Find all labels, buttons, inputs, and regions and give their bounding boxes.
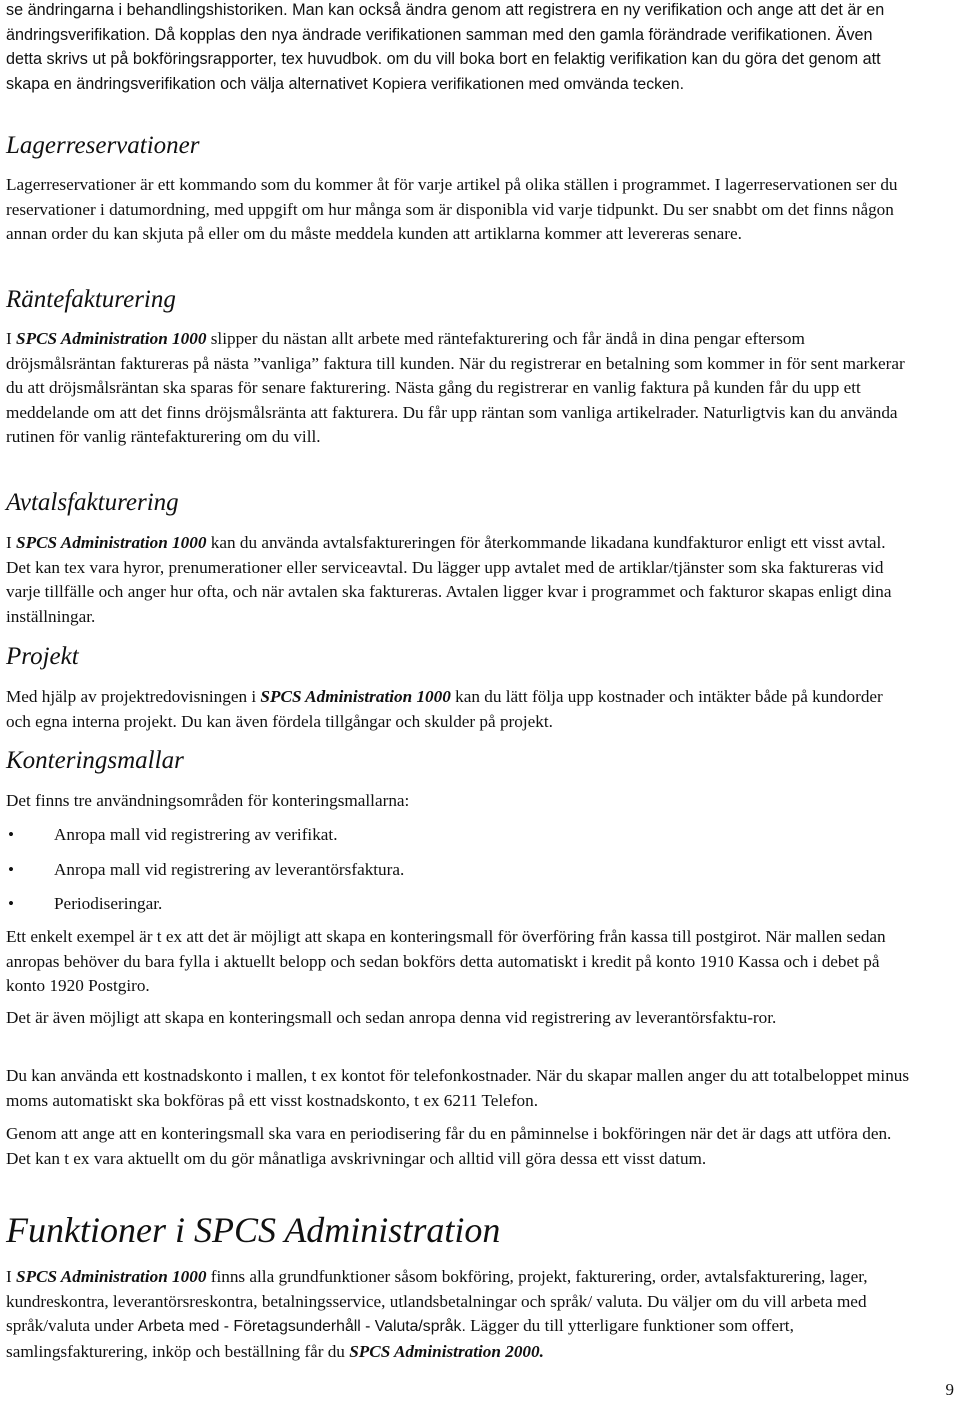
avtal-pre: I [6,533,17,552]
kontering-paragraph-1: Ett enkelt exempel är t ex att det är möjligt att skapa en konteringsmall för överföring från kassa till postgirot. När mallen sedan anropas behöver du bara fylla i aktuellt belopp och sedan bokförs detta automatiskt i kredit på konto 1910 Kassa och i debet på konto 1920 Postgiro. [6,927,886,995]
funktioner-text-2: Lägger du till ytterligare funktioner som offert, samlingsfakturering, inköp och beställning får du [6,1316,794,1361]
list-item [6,823,910,848]
page-title-funktioner: Funktioner i SPCS Administration [6,1210,501,1250]
list-item-text: Anropa mall vid registrering av verifikat. [54,825,338,844]
product-name: SPCS Administration 1000 [16,329,207,348]
rante-paragraph [6,327,910,450]
intro-text: se ändringarna i behandlingshistoriken. Man kan också ändra genom att registrera en ny verifikation och ange att det är en ändringsverifikation. Då kopplas den nya ändrade verifikationen samman med den gamla förändrade verifikationen. Även detta skrivs ut på bokföringsrapporter, tex huvudbok. [6,1,885,68]
product-name: SPCS Administration 1000 [16,1267,207,1286]
kontering-intro: Det finns tre användningsområden för konteringsmallarna: [6,791,410,810]
section-heading-avtalsfakturering: Avtalsfakturering [6,489,179,516]
list-item-text: Periodiseringar. [54,894,163,913]
list-item-text: Anropa mall vid registrering av leverantörsfaktura. [54,859,405,879]
section-heading-lagerreservationer: Lagerreservationer [6,132,200,159]
funktioner-pre: I [6,1267,17,1286]
funktioner-text: finns alla grundfunktioner såsom bokföring, projekt, fakturering, order, avtalsfakturering, lager, kundreskontra, leverantörsreskontra, betalningsservice, utlandsbetalningar och språk/ valuta. Du väljer om du vill arbeta med språk/valuta under [6,1267,868,1335]
page-number: 9 [945,1380,954,1399]
kontering-bullet-list [6,823,910,917]
section-heading-projekt: Projekt [6,643,79,670]
section-heading-konteringsmallar: Konteringsmallar [6,747,184,774]
menu-path: Arbeta med - Företagsunderhåll - Valuta/språk. [137,1318,466,1335]
kontering-paragraph-3: Du kan använda ett kostnadskonto i mallen, t ex kontot för telefonkostnader. När du skapar mallen anger du att totalbeloppet minus moms automatiskt ska bokföras på ett visst kostnadskonto, t ex 6211 Telefon. [6,1066,910,1110]
avtal-text: kan du använda avtalsfaktureringen för återkommande likadana kundfakturor enligt ett visst avtal. Det kan tex vara hyror, prenumerationer eller serviceavtal. Du lägger upp avtalet med de artiklar/tjänster som ska faktureras vid varje tillfälle och anger hur ofta, och när avtalen ska faktureras. Avtalen ligger kvar i programmet och fakturor skapas enligt dina inställningar. [6,533,892,626]
product-name: SPCS Administration 1000 [260,687,451,706]
avtal-paragraph [6,531,910,629]
product-name-2000: SPCS Administration 2000. [349,1341,544,1361]
rante-text: slipper du nästan allt arbete med räntefakturering och får ändå in dina pengar eftersom dröjsmålsräntan faktureras på nästa ”vanliga” faktura till kunden. När du registrerar en betalning som kommer in för sent markerar du att dröjsmålsräntan ska sparas för senare fakturering. Nästa gång du registrerar en vanlig faktura på kunden får du upp ett meddelande om att det finns dröjsmålsränta att fakturera. Du får upp räntan som vanliga artikelrader. Naturligtvis kan du använda rutinen för vanlig räntefakturering om du vill. [6,329,905,446]
intro-text-2: om du vill boka bort en felaktig verifikation kan du göra det genom att skapa en ändringsverifikation och välja alternativet [6,50,881,93]
product-name: SPCS Administration 1000 [16,533,207,552]
projekt-text: kan du lätt följa upp kostnader och intäkter både på kundorder och egna interna projekt. Du kan även fördela tillgångar och skulder på projekt. [6,687,883,731]
projekt-pre: Med hjälp av projektredovisningen i [6,687,261,706]
section-heading-rantefakturering: Räntefakturering [6,286,176,313]
funktioner-paragraph [6,1265,910,1364]
intro-option: Kopiera verifikationen med omvända tecken. [372,75,684,93]
rante-pre: I [6,329,17,348]
bullet-icon: • [8,894,15,913]
bullet-icon: • [8,825,15,844]
kontering-paragraph-2: Det är även möjligt att skapa en konteringsmall och sedan anropa denna vid registrering av leverantörsfaktu-ror. [6,1008,777,1027]
list-item [6,892,910,917]
kontering-paragraph-4: Genom att ange att en konteringsmall ska vara en periodisering får du en påminnelse i bokföringen när det är dags att utföra den. Det kan t ex vara aktuellt om du gör månatliga avskrivningar och alltid vill göra dessa ett visst datum. [6,1124,892,1168]
projekt-paragraph [6,685,910,734]
list-item [6,858,910,883]
lager-paragraph: Lagerreservationer är ett kommando som du kommer åt för varje artikel på olika ställen i programmet. I lagerreservationen ser du reservationer i datumordning, med uppgift om hur många som är disponibla vid varje tidpunkt. Du ser snabbt om det finns någon annan order du kan skjuta på eller om du måste meddela kunden att artiklarna kommer att levereras senare. [6,175,898,243]
bullet-icon: • [8,859,15,879]
intro-paragraph [6,0,906,97]
